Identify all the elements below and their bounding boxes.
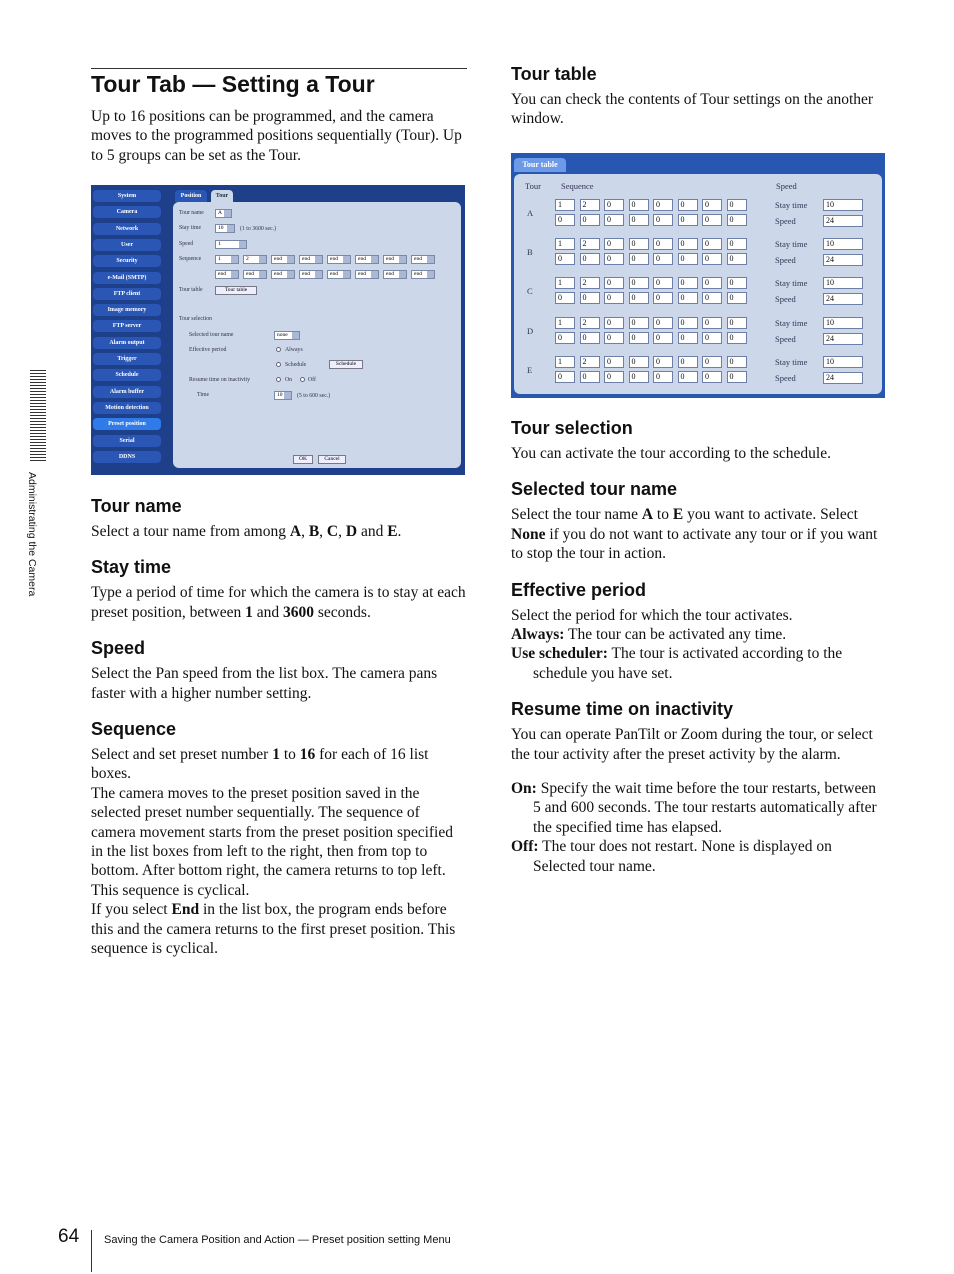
sequence-cell: 0 xyxy=(629,317,649,329)
speed-label: Speed xyxy=(775,255,796,266)
sequence-cell: 0 xyxy=(604,317,624,329)
sequence-cell: 0 xyxy=(580,371,600,383)
off-text: Off: The tour does not restart. None is displayed on Selected tour name. xyxy=(511,838,832,875)
sequence-cell: 0 xyxy=(604,332,624,344)
sequence-cell: 0 xyxy=(653,356,673,368)
sequence-cell: 0 xyxy=(702,332,722,344)
sequence-select[interactable]: 1 xyxy=(215,255,239,264)
sequence-cell: 0 xyxy=(702,292,722,304)
sequence-cell: 1 xyxy=(555,317,575,329)
tour-table-label: Tour table xyxy=(179,287,203,293)
nav-item[interactable]: Camera xyxy=(93,206,161,218)
page-title: Tour Tab — Setting a Tour xyxy=(91,71,375,97)
stay-time-cell: 10 xyxy=(823,199,863,211)
time-hint: (5 to 600 sec.) xyxy=(297,393,331,399)
nav-item[interactable]: Network xyxy=(93,223,161,235)
effective-period-label: Effective period xyxy=(189,347,227,353)
sequence-cell: 0 xyxy=(555,371,575,383)
time-label: Time xyxy=(197,392,210,398)
sequence-cell: 1 xyxy=(555,238,575,250)
stay-time-cell: 10 xyxy=(823,238,863,250)
sequence-cell: 0 xyxy=(653,371,673,383)
sequence-select[interactable]: end xyxy=(327,270,351,279)
tour-name-text: Select a tour name from among A, B, C, D and E. xyxy=(91,523,402,540)
group-label: E xyxy=(527,364,533,375)
sequence-cell: 0 xyxy=(580,214,600,226)
sequence-cell: 0 xyxy=(604,238,624,250)
sequence-cell: 0 xyxy=(604,371,624,383)
tour-selection-label: Tour selection xyxy=(179,316,212,322)
schedule-label: Schedule xyxy=(285,362,307,368)
sequence-select[interactable]: end xyxy=(355,270,379,279)
sequence-cell: 0 xyxy=(727,214,747,226)
sequence-cell: 0 xyxy=(604,253,624,265)
nav-item[interactable]: FTP server xyxy=(93,320,161,332)
speed-cell: 24 xyxy=(823,254,863,266)
resume-heading: Resume time on inactivity xyxy=(511,699,734,720)
speed-cell: 24 xyxy=(823,372,863,384)
sequence-cell: 0 xyxy=(702,356,722,368)
sequence-select[interactable]: end xyxy=(327,255,351,264)
ok-button[interactable]: OK xyxy=(293,455,313,464)
sequence-cell: 0 xyxy=(727,292,747,304)
tab-position[interactable]: Position xyxy=(175,190,207,202)
tour-tab-screenshot xyxy=(91,185,465,475)
sequence-cell: 0 xyxy=(653,238,673,250)
side-section-label: Administrating the Camera xyxy=(26,472,38,597)
sequence-cell: 0 xyxy=(555,214,575,226)
sequence-cell: 0 xyxy=(653,317,673,329)
stay-time-label: Stay time xyxy=(775,278,808,289)
sequence-cell: 2 xyxy=(580,238,600,250)
off-radio[interactable] xyxy=(300,377,305,382)
stay-time-label: Stay time xyxy=(775,239,808,250)
group-label: C xyxy=(527,286,533,297)
stay-time-label: Stay time xyxy=(775,317,808,328)
speed-heading: Speed xyxy=(91,638,146,659)
tour-name-select[interactable]: A xyxy=(215,209,232,218)
on-text: On: Specify the wait time before the tour restarts, between 5 and 600 seconds. The tour restarts automatically after the specified time has elapsed. xyxy=(511,780,877,836)
title-rule xyxy=(91,68,467,69)
speed-text: Select the Pan speed from the list box. The camera pans faster with a higher number setting. xyxy=(91,665,438,702)
schedule-radio[interactable] xyxy=(276,362,281,367)
sequence-cell: 0 xyxy=(727,253,747,265)
sequence-cell: 0 xyxy=(678,317,698,329)
sequence-text-1: Select and set preset number 1 to 16 for each of 16 list boxes. xyxy=(91,746,429,783)
stay-time-input[interactable]: 10 xyxy=(215,224,235,233)
sequence-text-3: If you select End in the list box, the program ends before this and the camera returns to the first preset position. This sequence is cyclical. xyxy=(91,901,456,958)
sequence-cell: 0 xyxy=(678,199,698,211)
selected-tour-name-label: Selected tour name xyxy=(189,332,234,338)
sequence-cell: 0 xyxy=(580,332,600,344)
nav-item[interactable]: Image memory xyxy=(93,304,161,316)
sequence-cell: 0 xyxy=(629,292,649,304)
col-speed-header: Speed xyxy=(776,181,797,191)
sequence-cell: 0 xyxy=(629,199,649,211)
sequence-heading: Sequence xyxy=(91,719,177,740)
speed-label: Speed xyxy=(775,372,796,383)
sequence-cell: 0 xyxy=(629,238,649,250)
sequence-cell: 0 xyxy=(629,371,649,383)
tour-table-tab: Tour table xyxy=(514,158,566,172)
sequence-select[interactable]: end xyxy=(383,255,407,264)
sequence-cell: 0 xyxy=(653,253,673,265)
speed-label: Speed xyxy=(775,294,796,305)
page-number: 64 xyxy=(58,1226,80,1247)
tour-table-heading: Tour table xyxy=(511,64,597,84)
schedule-button[interactable]: Schedule xyxy=(329,360,363,369)
sequence-text-2: The camera moves to the preset position saved in the selected preset number sequentially. The sequence of camera movement starts from the preset position specified in the list boxes from left to the right, then from top to bottom. After bottom right, the camera returns to top left. This sequence is cyclical. xyxy=(91,784,453,899)
sequence-cell: 2 xyxy=(580,199,600,211)
nav-item[interactable]: Serial xyxy=(93,435,161,447)
left-column xyxy=(91,68,467,165)
intro-text: Up to 16 positions can be programmed, and the camera moves to the programmed positions sequentially (Tour). Up to 5 groups can be set as the Tour. xyxy=(91,108,462,164)
sequence-select[interactable]: end xyxy=(355,255,379,264)
stay-time-label: Stay time xyxy=(179,225,202,231)
on-radio[interactable] xyxy=(276,377,281,382)
sequence-cell: 0 xyxy=(555,292,575,304)
sequence-cell: 0 xyxy=(629,214,649,226)
always-radio[interactable] xyxy=(276,347,281,352)
nav-item[interactable]: Preset position xyxy=(93,418,161,430)
stay-time-label: Stay time xyxy=(775,200,808,210)
cancel-button[interactable]: Cancel xyxy=(318,455,346,464)
stay-time-label: Stay time xyxy=(775,356,808,367)
sequence-cell: 0 xyxy=(678,277,698,289)
sequence-cell: 0 xyxy=(629,253,649,265)
sequence-cell: 0 xyxy=(629,332,649,344)
tour-name-label: Tour name xyxy=(179,210,204,216)
nav-item[interactable]: Alarm output xyxy=(93,337,161,349)
sequence-cell: 0 xyxy=(702,277,722,289)
on-label: On xyxy=(285,377,293,383)
sequence-cell: 0 xyxy=(727,332,747,344)
selected-tour-name-select[interactable]: none xyxy=(274,331,300,340)
always-text: Always: The tour can be activated any time. xyxy=(511,626,787,644)
left-sections xyxy=(91,496,467,975)
tour-table-text: You can check the contents of Tour settings on the another window. xyxy=(511,91,874,128)
speed-label: Speed xyxy=(179,241,194,247)
sequence-cell: 0 xyxy=(653,199,673,211)
sequence-cell: 0 xyxy=(555,332,575,344)
sequence-cell: 0 xyxy=(678,371,698,383)
sequence-cell: 0 xyxy=(653,292,673,304)
nav-item[interactable]: Schedule xyxy=(93,369,161,381)
sequence-cell: 0 xyxy=(702,317,722,329)
sequence-select[interactable]: end xyxy=(383,270,407,279)
sequence-cell: 0 xyxy=(727,356,747,368)
group-label: D xyxy=(527,325,534,336)
effective-period-heading: Effective period xyxy=(511,579,647,600)
sequence-cell: 0 xyxy=(604,356,624,368)
sequence-cell: 1 xyxy=(555,277,575,289)
sequence-cell: 0 xyxy=(653,214,673,226)
sequence-select[interactable]: end xyxy=(411,270,435,279)
nav-item[interactable]: System xyxy=(93,190,161,202)
sequence-cell: 0 xyxy=(702,253,722,265)
speed-label: Speed xyxy=(775,333,796,344)
sequence-cell: 1 xyxy=(555,199,575,211)
side-tab-marker xyxy=(30,370,46,463)
sequence-cell: 0 xyxy=(580,253,600,265)
col-sequence-header: Sequence xyxy=(561,181,594,191)
speed-cell: 24 xyxy=(823,215,863,227)
sequence-cell: 0 xyxy=(727,277,747,289)
stay-time-heading: Stay time xyxy=(91,557,172,578)
sequence-select[interactable]: end xyxy=(271,270,295,279)
stay-time-cell: 10 xyxy=(823,356,863,368)
nav-item[interactable]: Trigger xyxy=(93,353,161,365)
effective-period-text: Select the period for which the tour activates. xyxy=(511,606,793,624)
speed-cell: 24 xyxy=(823,293,863,305)
group-label: A xyxy=(527,208,534,218)
sequence-select[interactable]: end xyxy=(411,255,435,264)
use-scheduler-text: Use scheduler: The tour is activated according to the schedule you have set. xyxy=(511,645,843,682)
nav-item[interactable]: Alarm buffer xyxy=(93,386,161,398)
sequence-cell: 0 xyxy=(629,277,649,289)
nav-item[interactable]: Motion detection xyxy=(93,402,161,414)
stay-time-hint: (1 to 3600 sec.) xyxy=(240,226,277,232)
sequence-cell: 0 xyxy=(702,199,722,211)
sequence-cell: 0 xyxy=(678,253,698,265)
nav-item[interactable]: FTP client xyxy=(93,288,161,300)
selected-tour-name-text: Select the tour name A to E you want to activate. Select None if you do not want to activate any tour or if you want to stop the tour in action. xyxy=(511,506,878,563)
sequence-cell: 0 xyxy=(555,253,575,265)
tab-tour[interactable]: Tour xyxy=(211,190,233,202)
sequence-cell: 0 xyxy=(678,292,698,304)
nav-item[interactable]: e-Mail (SMTP) xyxy=(93,272,161,284)
stay-time-cell: 10 xyxy=(823,317,863,329)
sequence-cell: 0 xyxy=(678,238,698,250)
sequence-select[interactable]: end xyxy=(243,270,267,279)
time-input[interactable]: 10 xyxy=(274,391,292,400)
sequence-cell: 0 xyxy=(580,292,600,304)
nav-item[interactable]: User xyxy=(93,239,161,251)
footer-divider xyxy=(91,1230,92,1272)
right-top xyxy=(511,64,887,129)
col-tour-header: Tour xyxy=(525,181,541,191)
speed-cell: 24 xyxy=(823,333,863,345)
sequence-cell: 0 xyxy=(629,356,649,368)
always-label: Always xyxy=(285,347,303,353)
sequence-cell: 0 xyxy=(702,214,722,226)
sequence-select[interactable]: end xyxy=(299,270,323,279)
nav-item[interactable]: Security xyxy=(93,255,161,267)
right-sections xyxy=(511,418,887,892)
sequence-cell: 0 xyxy=(678,214,698,226)
tour-selection-heading: Tour selection xyxy=(511,418,633,438)
off-label: Off xyxy=(308,377,316,383)
tour-table-screenshot xyxy=(511,153,885,398)
sequence-select[interactable]: end xyxy=(215,270,239,279)
sequence-cell: 0 xyxy=(604,199,624,211)
resume-text: You can operate PanTilt or Zoom during the tour, or select the tour activity after the preset activity by the alarm. xyxy=(511,726,873,763)
selected-tour-name-heading: Selected tour name xyxy=(511,479,678,500)
sequence-cell: 0 xyxy=(604,292,624,304)
sequence-cell: 0 xyxy=(702,371,722,383)
sequence-cell: 0 xyxy=(727,317,747,329)
group-label: B xyxy=(527,247,533,258)
tour-name-heading: Tour name xyxy=(91,496,182,516)
sequence-cell: 0 xyxy=(678,356,698,368)
sequence-cell: 0 xyxy=(678,332,698,344)
nav-item[interactable]: DDNS xyxy=(93,451,161,463)
sequence-cell: 0 xyxy=(702,238,722,250)
sequence-cell: 0 xyxy=(727,238,747,250)
sequence-cell: 0 xyxy=(727,371,747,383)
sequence-cell: 0 xyxy=(727,199,747,211)
stay-time-cell: 10 xyxy=(823,277,863,289)
speed-select[interactable]: 1 xyxy=(215,240,247,249)
sequence-label: Sequence xyxy=(179,256,202,262)
footer-text: Saving the Camera Position and Action — Preset position setting Menu xyxy=(104,1234,451,1246)
sequence-select[interactable]: end xyxy=(299,255,323,264)
sequence-cell: 2 xyxy=(580,317,600,329)
stay-time-text: Type a period of time for which the camera is to stay at each preset position, between 1 and 3600 seconds. xyxy=(91,584,466,621)
sequence-cell: 0 xyxy=(604,214,624,226)
speed-label: Speed xyxy=(775,216,796,226)
sequence-cell: 0 xyxy=(653,277,673,289)
sequence-cell: 0 xyxy=(653,332,673,344)
sequence-select[interactable]: end xyxy=(271,255,295,264)
sequence-cell: 2 xyxy=(580,277,600,289)
sequence-cell: 1 xyxy=(555,356,575,368)
resume-time-label: Resume time on inactivity xyxy=(189,377,251,383)
sequence-select[interactable]: 2 xyxy=(243,255,267,264)
tour-table-button[interactable]: Tour table xyxy=(215,286,257,295)
sequence-cell: 2 xyxy=(580,356,600,368)
tour-selection-text: You can activate the tour according to the schedule. xyxy=(511,445,831,462)
sequence-cell: 0 xyxy=(604,277,624,289)
